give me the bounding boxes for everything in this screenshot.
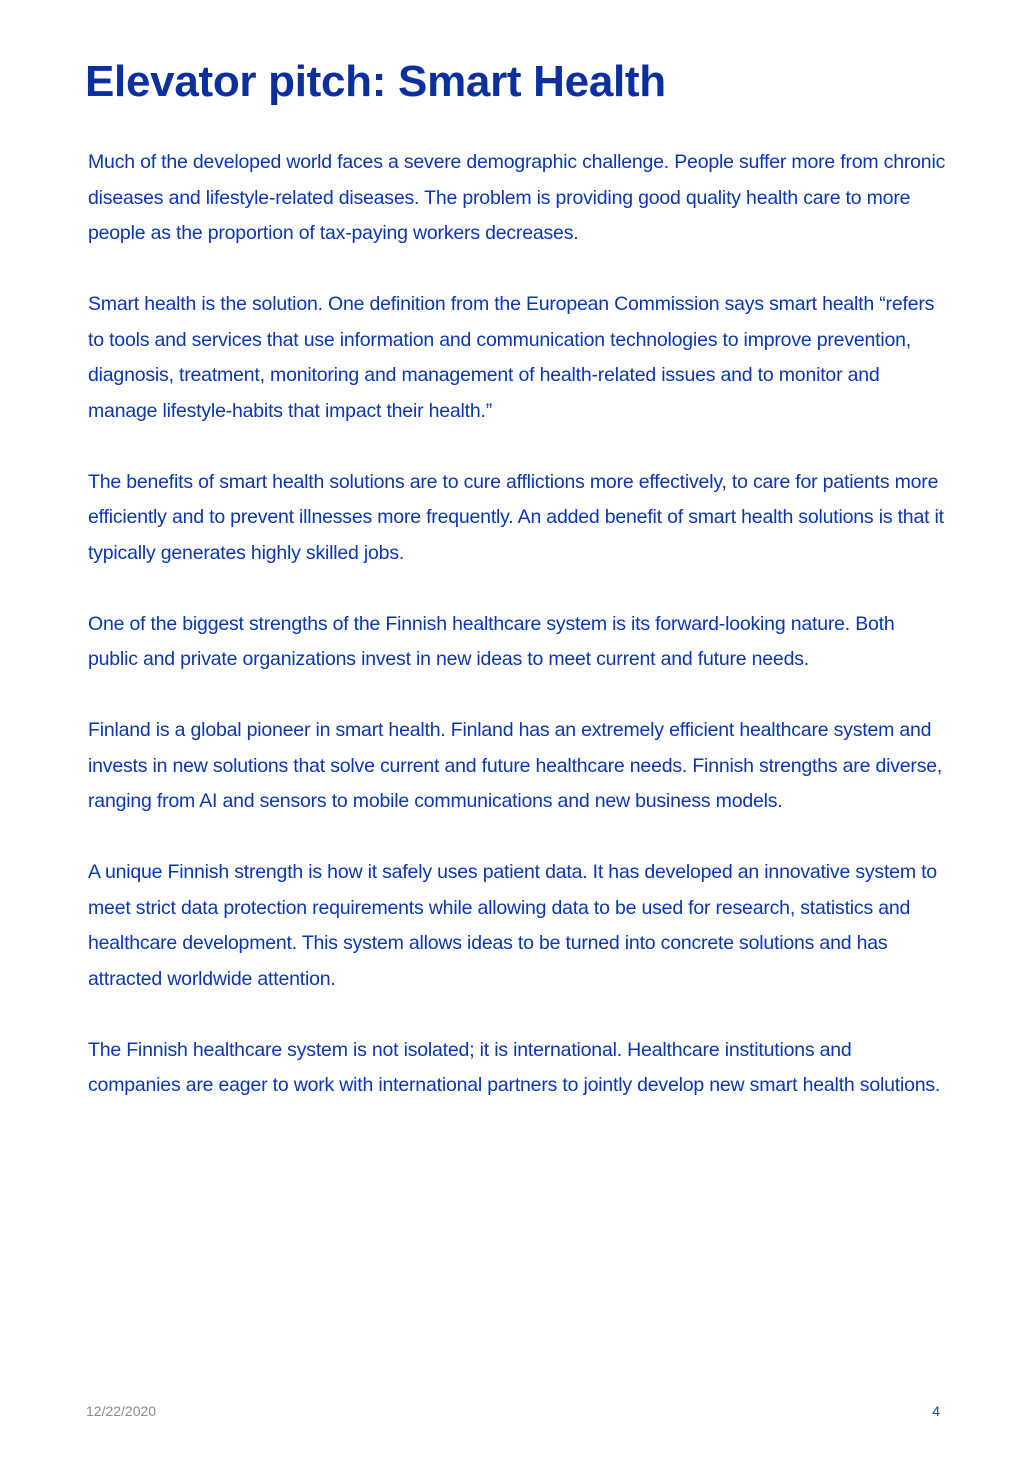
paragraph-benefits: The benefits of smart health solutions are to cure afflictions more effectively, to care for patients more efficiently and to prevent illnesses more frequently. An added benefit of smart health solutions is that it typically generates highly skilled jobs. (88, 470, 944, 564)
paragraph-demographic-challenge: Much of the developed world faces a severe demographic challenge. People suffer more from chronic diseases and lifestyle-related diseases. The problem is providing good quality health care to more people as the proportion of tax-paying workers decreases. (88, 151, 946, 244)
footer-date: 12/22/2020 (86, 1403, 157, 1419)
paragraph-smart-health-definition: Smart health is the solution. One definition from the European Commission says smart health “refers to tools and services that use information and communication technologies to improve prevention, diagnosis, treatment, monitoring and management of health-related issues and to monitor and manage lifestyle-habits that impact their health.” (88, 293, 935, 422)
footer-page-number: 4 (932, 1403, 940, 1419)
paragraph-patient-data: A unique Finnish strength is how it safely uses patient data. It has developed an innovative system to meet strict data protection requirements while allowing data to be used for research, statistics and healthcare development. This system allows ideas to be turned into concrete solutions and has attracted worldwide attention. (88, 861, 937, 990)
paragraph-international: The Finnish healthcare system is not isolated; it is international. Healthcare institutions and companies are eager to work with international partners to jointly develop new smart health solutions. (88, 1038, 941, 1096)
page-title: Elevator pitch: Smart Health (85, 57, 666, 106)
paragraph-finland-pioneer: Finland is a global pioneer in smart health. Finland has an extremely efficient healthcare system and invests in new solutions that solve current and future healthcare needs. Finnish strengths are diverse, ranging from AI and sensors to mobile communications and new business models. (88, 719, 943, 812)
body-text (88, 145, 948, 1139)
paragraph-finnish-strengths: One of the biggest strengths of the Finnish healthcare system is its forward-looking nature. Both public and private organizations invest in new ideas to meet current and future needs. (88, 612, 895, 670)
